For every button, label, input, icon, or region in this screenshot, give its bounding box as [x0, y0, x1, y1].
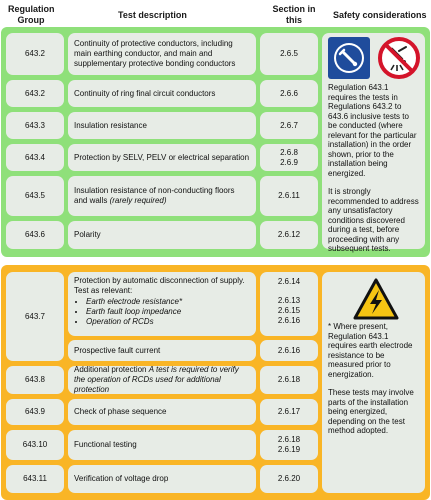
test-description-cell: Insulation resistance	[68, 112, 256, 139]
section-text: 2.6.19	[277, 445, 301, 454]
section-cell	[260, 366, 318, 394]
test-description-cell	[68, 366, 256, 394]
section-cell	[260, 80, 318, 107]
reg-cell: 643.3	[6, 112, 64, 139]
test-item-list	[74, 297, 245, 327]
test-description-subtext: Test as relevant:	[74, 286, 133, 295]
list-item: • Earth fault loop impedance	[86, 307, 245, 317]
test-description-cell: Continuity of ring final circuit conductors	[68, 80, 256, 107]
reg-cell: 643.11	[6, 465, 64, 493]
no-switching-icon	[378, 37, 420, 79]
section-cell	[260, 399, 318, 425]
test-description-text: Additional protection	[74, 365, 147, 374]
section-text: 2.6.5	[280, 49, 298, 58]
section-cell	[260, 144, 318, 171]
header-test-description: Test description	[118, 10, 187, 20]
test-description-text: Protection by automatic disconnection of supply.	[74, 276, 245, 285]
test-description-cell	[68, 272, 256, 336]
mandatory-isolate-icon	[328, 37, 370, 79]
reg-cell: 643.6	[6, 221, 64, 249]
section-text: 2.6.7	[280, 120, 298, 130]
section-text: 2.6.13	[277, 296, 301, 305]
test-description-note: (rarely required)	[109, 196, 167, 205]
reg-cell: 643.9	[6, 399, 64, 425]
reg-cell: 643.7	[6, 272, 64, 361]
section-text: 2.6.20	[277, 474, 301, 483]
section-cell	[260, 112, 318, 139]
section-cell	[260, 176, 318, 216]
section-text: 2.6.14	[277, 277, 301, 286]
list-item: • Earth electrode resistance*	[86, 297, 245, 307]
reg-cell: 643.4	[6, 144, 64, 171]
section-text: 2.6.16	[277, 345, 301, 355]
section-text: 2.6.18	[277, 435, 301, 444]
test-description-cell: Polarity	[68, 221, 256, 249]
test-description-text: Insulation resistance of non-conducting floors and walls	[74, 186, 235, 205]
test-description-note: A test is required to verify the operation of RCDs used for additional protection	[74, 365, 239, 394]
section-cell	[260, 33, 318, 75]
section-cell	[260, 465, 318, 493]
section-cell	[260, 272, 318, 336]
section-text: 2.6.18	[277, 375, 301, 384]
section-cell	[260, 430, 318, 460]
reg-cell: 643.10	[6, 430, 64, 460]
section-text: 2.6.11	[278, 191, 300, 200]
list-item: • Operation of RCDs	[86, 317, 245, 327]
section-text: 2.6.16	[277, 316, 301, 325]
test-description-cell: Check of phase sequence	[68, 399, 256, 425]
test-description-cell: Verification of voltage drop	[68, 465, 256, 493]
section-text: 2.6.17	[277, 407, 301, 416]
safety-text: It is strongly recommended to address any unsatisfactory conditions discovered during a test, before proceeding with any subsequent tests.	[328, 187, 419, 253]
section-text: 2.6.12	[277, 230, 301, 239]
section-text: 2.6.6	[280, 88, 298, 98]
header-section: Section in this	[272, 4, 316, 25]
header-regulation-group: Regulation Group	[8, 4, 55, 25]
safety-text: * Where present, Regulation 643.1 requires earth electrode resistance to be measured prior to energization.	[328, 322, 413, 379]
section-cell	[260, 221, 318, 249]
reg-cell: 643.2	[6, 80, 64, 107]
section-text: 2.6.9	[280, 157, 298, 167]
section-text: 2.6.8	[280, 147, 298, 157]
safety-text: These tests may involve parts of the installation being energized, depending on the test method adopted.	[328, 388, 414, 435]
section-text: 2.6.15	[277, 306, 301, 315]
section-cell	[260, 340, 318, 361]
safety-text: Regulation 643.1 requires the tests in Regulations 643.2 to 643.6 inclusive tests to be conducted (where relevant for the particular installation) in the order shown, prior to the installation being energized.	[328, 83, 417, 178]
test-description-cell: Continuity of protective conductors, including main earthing conductor, and main and supplementary protective bonding conductors	[68, 33, 256, 75]
header-safety: Safety considerations	[333, 10, 427, 20]
test-description-cell: Protection by SELV, PELV or electrical separation	[68, 144, 256, 171]
test-description-cell: Functional testing	[68, 430, 256, 460]
test-description-cell	[68, 176, 256, 216]
test-description-cell: Prospective fault current	[68, 340, 256, 361]
reg-cell: 643.8	[6, 366, 64, 394]
reg-cell: 643.2	[6, 33, 64, 75]
high-voltage-warning-icon	[353, 278, 399, 325]
reg-cell: 643.5	[6, 176, 64, 216]
